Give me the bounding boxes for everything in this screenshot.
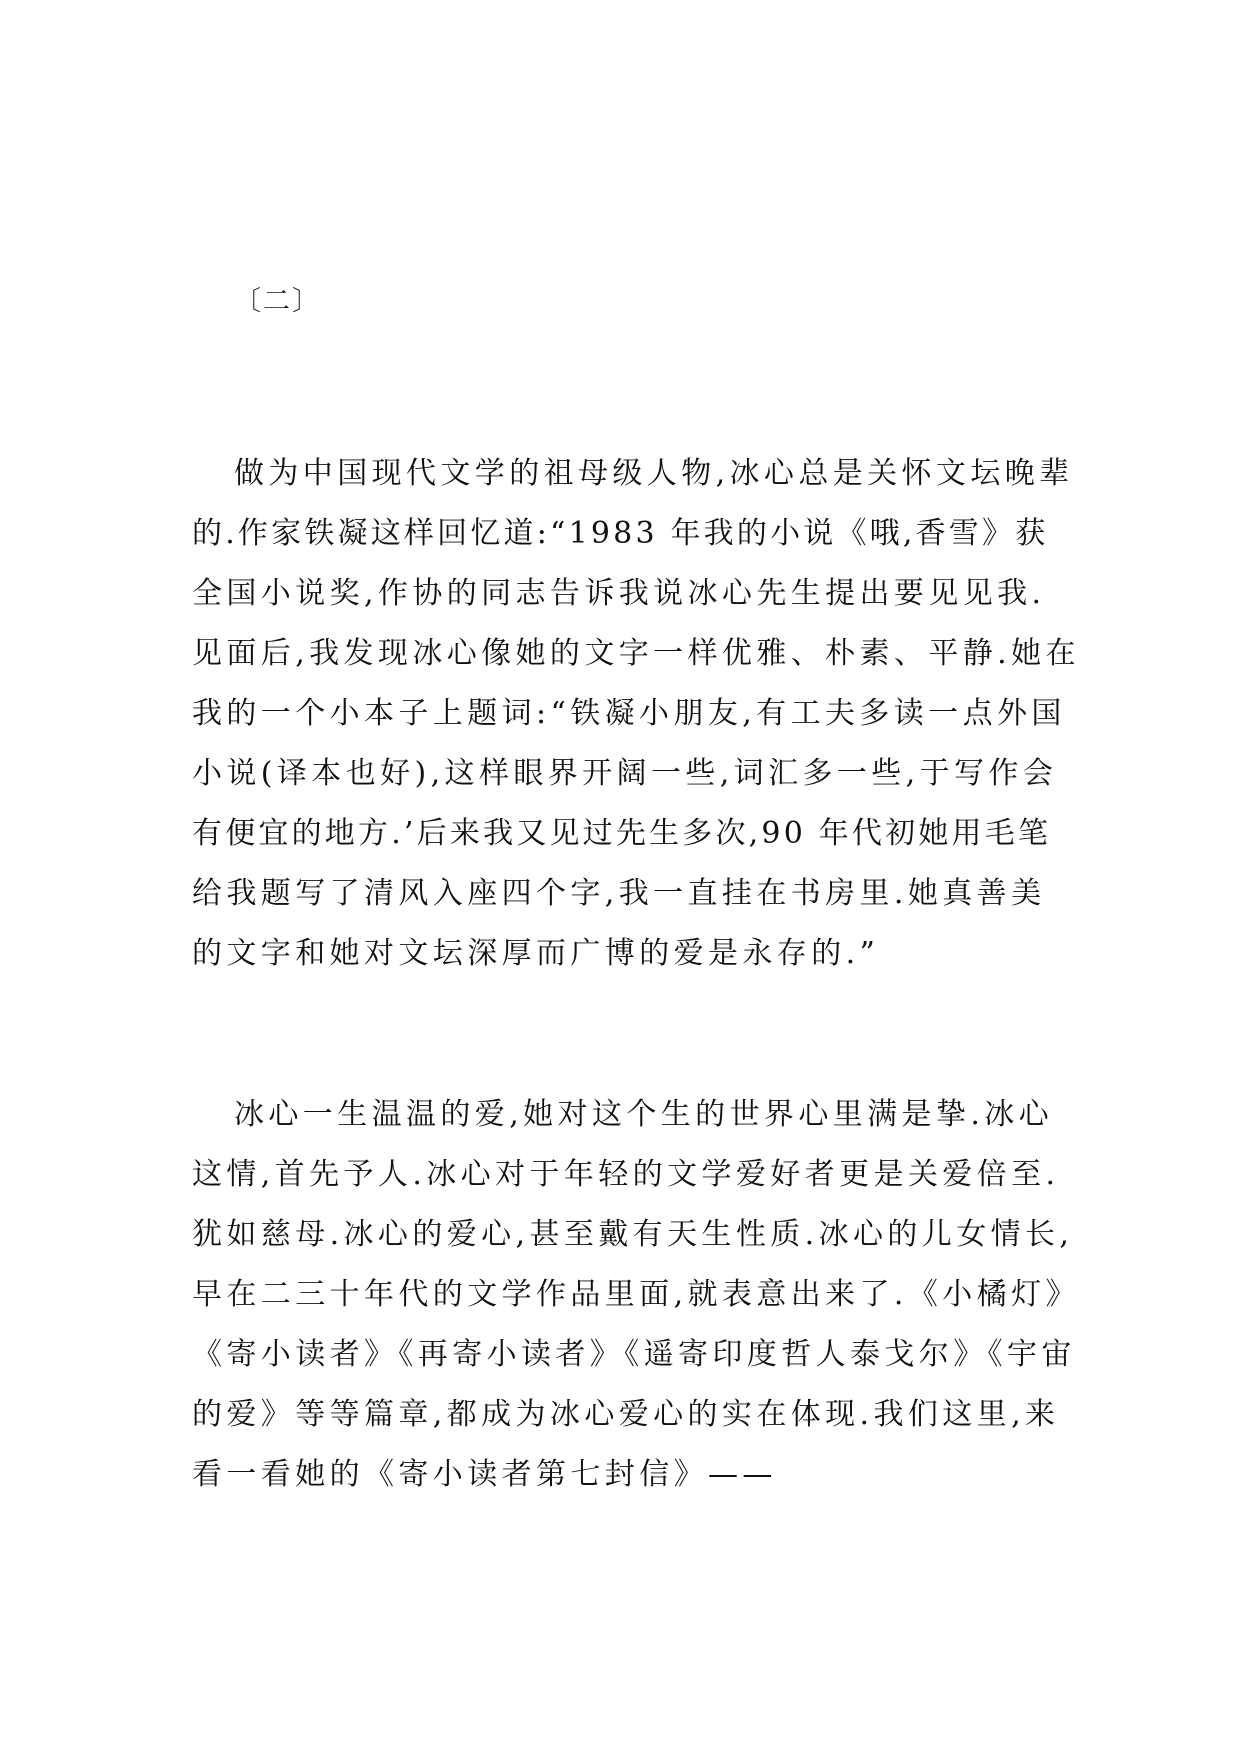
paragraph-1 xyxy=(192,444,1080,984)
text-line: 看一看她的《寄小读者第七封信》—— xyxy=(192,1457,777,1492)
text-line: 这情,首先予人.冰心对于年轻的文学爱好者更是关爱倍至. xyxy=(192,1157,1060,1192)
text-line: 冰心一生温温的爱,她对这个生的世界心里满是挚.冰心 xyxy=(234,1097,1054,1132)
text-line: 全国小说奖,作协的同志告诉我说冰心先生提出要见见我. xyxy=(192,576,1046,611)
text-line: 做为中国现代文学的祖母级人物,冰心总是关怀文坛晚辈 xyxy=(234,456,1074,491)
text-line: 早在二三十年代的文学作品里面,就表意出来了.《小橘灯》 xyxy=(192,1277,1080,1312)
paragraph-2 xyxy=(192,1085,1080,1505)
text-line: 见面后,我发现冰心像她的文字一样优雅、朴素、平静.她在 xyxy=(192,636,1080,671)
text-line: 犹如慈母.冰心的爱心,甚至戴有天生性质.冰心的儿女情长, xyxy=(192,1217,1074,1252)
text-line: 的.作家铁凝这样回忆道:“1983 年我的小说《哦,香雪》获 xyxy=(192,516,1049,551)
text-line: 的爱》等等篇章,都成为冰心爱心的实在体现.我们这里,来 xyxy=(192,1397,1060,1432)
text-line: 的文字和她对文坛深厚而广博的爱是永存的.” xyxy=(192,936,880,971)
text-line: 给我题写了清风入座四个字,我一直挂在书房里.她真善美 xyxy=(192,876,1046,911)
text-line: 小说(译本也好),这样眼界开阔一些,词汇多一些,于写作会 xyxy=(192,756,1058,791)
text-line: 我的一个小本子上题词:“铁凝小朋友,有工夫多读一点外国 xyxy=(192,696,1066,731)
text-line: 《寄小读者》《再寄小读者》《遥寄印度哲人泰戈尔》《宇宙 xyxy=(192,1337,1076,1372)
section-heading: 〔二〕 xyxy=(234,286,321,317)
text-line: 有便宜的地方.’后来我又见过先生多次,90 年代初她用毛笔 xyxy=(192,816,1052,851)
